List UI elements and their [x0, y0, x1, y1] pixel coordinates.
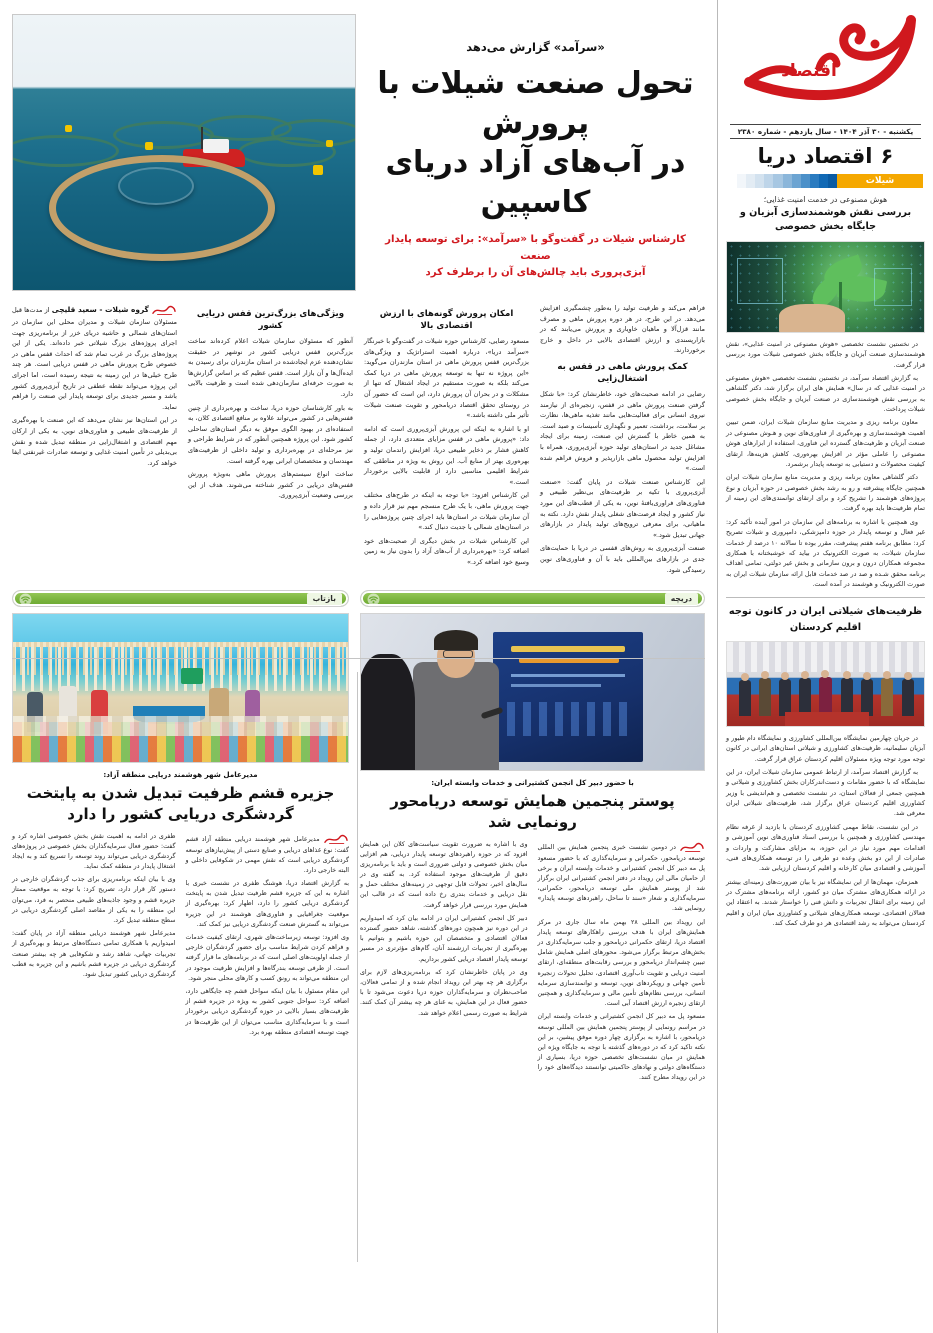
paragraph: وی با اشاره به ضرورت تقویت سیاست‌های کلان این همایش افزود که در حوزه راهبردهای توسعه پایدار دریایی، هم افزایی میان بخش خصوصی و دولتی ضروری است و باید با برنامه‌ریزی دقیق از ظرفیت‌های موجود استفاده کرد. به گفته وی در سال‌های اخیر، تحولات قابل توجهی در زمینه‌های مختلف حمل و نقل دریایی و خدمات بندری رخ داده است که در قالب این همایش مورد بررسی قرار خواهد گرفت.	[360, 840, 528, 909]
publication-logo[interactable]	[726, 10, 925, 118]
section-bar-baztab[interactable]	[12, 590, 349, 607]
masthead	[726, 10, 925, 120]
hud-square-icon	[737, 258, 783, 304]
paragraph: در جریان چهارمین نمایشگاه بین‌المللی کشاورزی و نمایشگاه دام طیور و آبزیان سلیمانیه، ظرفیت‌های کشاورزی و شیلاتی استان‌های ایرانی در کانون توجه مورد توجه ویژه مسئولان اقلیم کردستان عراق قرار گرفت.	[726, 733, 925, 763]
section-tag-bar	[728, 174, 923, 188]
sidebar-body-ai-food	[726, 339, 925, 590]
article-column-3	[188, 303, 353, 578]
hud-square-icon	[874, 268, 912, 306]
dateline: یکشنبه - ۳۰ آذر ۱۴۰۴ - سال یازدهم - شماره ۲۳۸۰	[730, 124, 921, 139]
panel-photo-darichi	[360, 613, 705, 771]
paragraph: این کارشناس شیلات در بخش دیگری از صحبت‌های خود اضافه کرد: «بهره‌برداری از آب‌های آزاد را بدون نیاز به زمین وسیع خود اضافه کرد.»	[364, 536, 529, 566]
article-subheading: کمک پرورش ماهی در قفس به اشتغال‌زایی	[557, 361, 688, 384]
panel-headline: جزیره قشم ظرفیت تبدیل شدن به پایتخت گردشگری دریایی کشور را دارد	[26, 784, 335, 823]
paragraph: به گزارش اقتصاد سرآمد، در نخستین نشست تخصصی «هوش مصنوعی در امنیت غذایی که در سال» همایش های ایران برگزار شد، دکتر گلشاهی به بررسی نقش هوشمندسازی در صنعت آبزیان و جایگاه بخش خصوصی شیلات پرداخت.	[726, 373, 925, 414]
paragraph	[538, 840, 706, 915]
paragraph-text: در دومین نشست خبری پنجمین همایش بین المللی توسعه دریامحور، حکمرانی و سرمایه‌گذاری که با حضور مسعود پل مه دبیر کل انجمن کشتیرانی و خدمات وابسته ایران و برخی از حامیان مالی این رویداد در دفتر انجمن کشتیرانی ایران برگزار شد از پوستر همایش ملی توسعه دریامحور، حکمرانی، سرمایه‌گذاری و شعار «سند تا ساحل، راهبردهای توسعه پایدار» رونمایی شد.	[537, 843, 705, 913]
paragraph: این رویداد بین المللی ۲۸ بهمن ماه سال جاری در مرکز همایش‌های ایران با هدف بررسی راهکارهای توسعه پایدار اقتصاد دریا، ارتقای حکمرانی دریامحور و جلب سرمایه‌گذاری در بخش‌های مرتبط برگزار می‌شود. محورهای اصلی همایش شامل تبیین چشم‌انداز دریامحور و بررسی رقابت‌های منطقه‌ای، ارتقای امنیت دریایی و تقویت تاب‌آوری اقتصادی، تحلیل تحولات زنجیره تأمین جهانی و رویکردهای نوین، توسعه و توانمندسازی سرمایه انسانی، بررسی نظام‌های تأمین مالی و سرمایه‌گذاری و همچنین ارتقای زنجیره ارزش اقتصاد آبی است.	[537, 918, 705, 1008]
person-head-icon	[883, 671, 891, 679]
buoy-icon	[313, 165, 323, 175]
panel-darichi	[360, 590, 705, 1087]
person-head-icon	[801, 671, 809, 679]
panel-kicker: با حضور دبیر کل انجمن کشتیرانی و خدمات وابسته ایران:	[431, 778, 634, 788]
paragraph: مسعود پل مه دبیر کل انجمن کشتیرانی و خدمات وابسته ایران در مراسم رونمایی از پوستر پنجمین همایش بین المللی توسعه دریامحور، با اشاره به برگزاری چهار دوره موفق پیشین، بر این نکته تاکید کرد که در دوره‌های گذشته با توجه به جایگاه ویژه این همایش در میان نشست‌های تخصصی حوزه دریا، بسیاری از دستگاه‌های دولتی و نهادهای حاکمیتی توانستند دیدگاه‌های خود را در این رویداد مطرح کنند.	[537, 1013, 705, 1082]
person-head-icon	[904, 672, 912, 680]
paragraph: در این نشست، نقاط مهمی کشاورزی کردستان با بازدید از غرفه نظام مهندسی کشاورزی و همچنین با بررسی اسناد فناوری‌های نوین آموزشی و اقدامات مهم مورد نیاز در این حوزه، به مزایای مشارکت و واردات و صادرات از این دو بخش وعده دو طرفی را در توسعه همکاری‌های فنی، آموزشی و اقتصادی میان کارخانه و اقلیم کردستان ارزیابی شد.	[726, 822, 925, 873]
foreground-person-icon	[360, 654, 415, 771]
person-head-icon	[843, 671, 851, 679]
panel-column-2	[360, 840, 528, 1087]
person-icon	[799, 678, 811, 716]
gradient-bar	[728, 174, 837, 188]
paragraph: رضایی در ادامه صحبت‌های خود، خاطرنشان کرد: «با شکل گرفتن صنعت پرورش ماهی در قفس، زنجیره‌ای از نیازمند نیروی انسانی برای فعالیت‌هایی مانند تغذیه ماهی‌ها، نظارت بر سلامت، برداشت، تعمیر و نگهداری تأسیسات و صید است. به همین خاطر با گسترش این صنعت، زمینه برای ایجاد مشاغل جدید در استان‌های تولید حوزه آبزی‌پروری، همراه با افزایش تولید محصول ماهی بازارپذیر و فروش فراهم شده است.»	[540, 390, 705, 473]
paragraph: صنعت آبزی‌پروری به روش‌های قفسی در دریا با حمایت‌های جدی در بازارهای بین‌المللی باید با آن و فناوری‌های نوین رسیدگی شود.	[540, 544, 705, 574]
sidebar-headline: بررسی نقش هوشمندسازی آبزیان و جایگاه بخش خصوصی	[739, 207, 912, 233]
logo-icon	[723, 10, 921, 114]
paragraph: به گزارش اقتصاد دریا، هوشنگ ظفری در نشست خبری با اشاره به این که جزیره قشم ظرفیت تبدیل شدن به پایتخت گردشگری دریایی کشور را دارد، اظهار کرد: بهره‌گیری از موقعیت جغرافیایی و فناوری‌های هوشمند در این جزیره می‌تواند به گسترش صنعت گردشگری دریایی نیز کمک کند.	[185, 880, 349, 928]
poster-icon-row	[507, 702, 627, 736]
paragraph: آنطور که مسئولان سازمان شیلات اعلام کرده‌اند ساخت بزرگ‌ترین قفس دریایی کشور در نوشهر در حقیقت نشان‌دهنده عزم ایجادشده در استان مازندران برای رسیدن به ایده‌آل‌ها و آن بازار است. قفس عظیم که بر اساس گزارش‌ها به صورت حرفه‌ای سازمان‌دهی شده است و ظرفیت بالایی دارد.	[188, 337, 353, 399]
article-columns	[12, 303, 705, 578]
paragraph	[12, 303, 177, 412]
buoy-icon	[65, 125, 72, 132]
person-icon	[902, 679, 914, 716]
page-title	[366, 64, 705, 222]
section-tag: شیلات	[837, 174, 923, 188]
person-icon	[881, 678, 893, 716]
paragraph: وی همچنین با اشاره به برنامه‌های این سازمان در امور آینده تأکید کرد: غیر فعال و توسعه پایدار در حوزه دامپزشکی، دامپروری و شیلات تصریح کرد: مطابق برنامه هفتم پیشرفت، مقرر بوده تا سالانه ۱۰ درصد از خدمات سازمان شیلات، به صورت الکترونیک در بیاید که خوشبختانه با همکاری مجموعه همکاران درون و برون سازمانی و بخش غیر دولتی، تمامی اهداف برنامه محقق شـده و صد در صد خدمات قابل ارائه سازمان شیلات ایران به صورت الکترونیک و هوشمند در آمده است.	[726, 517, 925, 589]
paragraph: وی با بیان اینکه برنامه‌ریزی برای جذب گردشگران خارجی در دستور کار قرار دارد، تصریح کرد: با توجه به موقعیت ممتاز جزیره قشم و وجود جاذبه‌های طبیعی منحصر به فرد، می‌توان این منطقه را به یکی از مقاصد اصلی گردشگری دریایی در سطح منطقه تبدیل کرد.	[12, 876, 176, 924]
market-boxes-row	[13, 716, 348, 736]
wifi-icon	[367, 593, 380, 606]
paragraph: معاون برنامه ریزی و مدیریت منابع سازمان شیلات ایران، ضمن تبیین اهمیت هوشمندسازی و بهره‌گیری از فناوری‌های نوین و هـوش مصنوعی در صنعت آبزیان و ظرفیت‌های گسترده این فناوری، استفاده از ابزارهای هوش مصنوعی را عاملی مؤثر در افزایش بهره‌وری، کاهش هزینه‌ها، ارتقای کیفیت محصولات و دستیابی به توسعه پایدار برشمرد.	[726, 418, 925, 468]
sidebar-divider	[726, 597, 925, 598]
sidebar-item-kurdistan[interactable]	[726, 604, 925, 928]
person-head-icon	[741, 673, 749, 681]
paragraph: در این استان‌ها نیز نشان می‌دهد که این صنعت با بهره‌گیری از ظرفیت‌های طبیعی و فناوری‌های نوین، به یکی از ارکان مهم اقتصادی و اشتغال‌زایی در منطقه تبدیل شده و نقش بی‌بدیلی در تأمین امنیت غذایی و توسعه صادرات غیرنفتی ایفا خواهد کرد.	[12, 416, 177, 467]
sidebar	[717, 0, 933, 1333]
paragraph: مسعود رضایی، کارشناس حوزه شیلات در گفت‌وگو با خبرنگار «سرآمد دریا»، درباره اهمیت استراتژیک و ویژگی‌های بزرگ‌ترین قفس پرورش ماهی در استان مازندران می‌گوید: «این پروژه نه تنها به توسعه پرورش ماهی در دریا کمک می‌کند بلکه به صورت مستقیم در ایجاد اشتغال که تنها از مشکلات و در بحران آن پرورش دارد، این است که حضور آن در روستای تحقق اقتصاد دریامحور و تقویت صنعت شیلات تأثیر ملی داشته باشد.»	[364, 337, 529, 420]
person-icon	[779, 679, 791, 716]
paragraph: او با اشاره به اینکه این پرورش آبزی‌پروری است که ادامه داد: «پرورش ماهی در قفس مزایای متعددی دارد، از جمله کاهش فشار بر ذخایر طبیعی دریا، افزایش راندمان تولید و بهره‌وری بهتر از منابع آب. این روش به ویژه در مناطقی که شرایط اقلیمی مناسبی دارد از قابلیت بالایی برخوردار است.»	[364, 424, 529, 486]
lead-photo	[12, 14, 356, 291]
person-icon	[819, 677, 832, 716]
article-subheading: ویژگی‌های بزرگ‌ترین قفس دریایی کشور	[196, 309, 345, 332]
paragraph: وی افزود: توسعه زیرساخت‌های شهری، ارتقای کیفیت خدمات و فراهم کردن شرایط مناسب برای حضور گردشگران خارجی از جمله اولویت‌های اصلی است که در برنامه‌های ما قرار گرفته است. از طرفی توسعه بندرگاه‌ها و افزایش ظرفیت موجود در این منطقه می‌تواند به رونق کسب و کارهای محلی منجر شود.	[185, 934, 349, 982]
subhead-line-2: آبزی‌پروری باید چالش‌های آن را برطرف کرد	[425, 267, 646, 278]
paragraph: دبیر کل انجمن کشتیرانی ایران در ادامه بیان کرد که امیدواریم در این دوره نیز همچون دوره‌های گذشته، شاهد حضور گسترده فعالان اقتصادی و متخصصان این حوزه باشیم و بتوانیم با بهره‌گیری از تجربیات ارزشمند آنان، گام‌های مؤثرتری در مسیر توسعه پایدار اقتصاد دریایی کشور برداریم.	[360, 914, 528, 963]
distant-boat-icon	[181, 668, 203, 684]
panel-body-columns	[360, 840, 705, 1087]
person-head-icon	[761, 671, 769, 679]
lead-photo-column	[12, 14, 356, 291]
panel-body-columns	[12, 832, 349, 1041]
vertical-divider	[357, 672, 358, 1262]
panel-column-1	[538, 840, 706, 1087]
sidebar-photo-kurdistan	[726, 641, 925, 727]
panel-baztab	[12, 590, 349, 1087]
sidebar-photo-ai-food	[726, 241, 925, 333]
paragraph: در نخستین نشست تخصصی «هوش مصنوعی در امنیت غذایی»، نقش هوشمندسازی صنعت آبزیان و جایگاه بخش خصوصی شیلات مورد بررسی قرار گرفت.	[726, 339, 925, 369]
paragraph: ساخت انواع سیستم‌های پرورش ماهی به‌ویژه پرورش‌ قفس‌های دریایی در کشور شناخته می‌شوند. هدف از این بررسی وضعیت آبزی‌پروری.	[188, 470, 353, 500]
article-column-2	[364, 303, 529, 578]
subhead-line-1: کارشناس شیلات در گفت‌وگو با «سرآمد»: برای توسعه پایدار صنعت	[385, 234, 686, 262]
svg-text:اقتصاد: اقتصاد	[781, 61, 837, 81]
signature-icon	[679, 840, 705, 854]
person-head-icon	[863, 672, 871, 680]
horizontal-divider	[12, 658, 705, 659]
red-carpet-icon	[785, 712, 869, 726]
headline-line-2: در آب‌های آزاد دریای کاسپین	[385, 145, 686, 220]
paragraph-text: مدیرعامل شهر هوشمند دریایی منطقه آزاد قشم گفت: نوع غذاهای دریایی و صنایع دستی از پیش‌نیازهای توسعه گردشگری دریایی است که نقش مهمی در شکوفایی داخلی و البته خارجی دارد.	[185, 835, 349, 874]
paragraph: فراهم می‌کند و ظرفیت تولید را به‌طور چشمگیری افزایش می‌دهد. در این طرح، در هر دوره پرورش ماهی و مصرف مانند قزل‌آلا و ماهیان خاویاری و پرورش می‌یابند که در بازارپسندی و ارزش اقتصادی بالایی در داخل و خارج برخوردارند.	[540, 304, 705, 355]
boat-cabin-icon	[203, 139, 229, 153]
lead-title-column	[366, 14, 705, 281]
person-head-icon	[781, 672, 789, 680]
paragraph: ظفری در ادامه به اهمیت نقش بخش خصوصی اشاره کرد و گفت: حضور فعال سرمایه‌گذاران بخش خصوصی در پروژه‌های گردشگری دریایی می‌تواند روند توسعه را تسریع کند و به ایجاد اشتغال پایدار در منطقه کمک نماید.	[12, 832, 176, 871]
glasses-icon	[443, 650, 473, 658]
sidebar-body-kurdistan	[726, 733, 925, 929]
paragraph: این مقام مسئول با بیان اینکه سواحل قشم چه جایگاهی دارد، اضافه کرد: سواحل جنوبی کشور به ویژه در جزیره قشم از ظرفیت‌های بسیار بالایی در حوزه گردشگری دریایی برخوردار است و با سرمایه‌گذاری مناسب می‌توان از این ظرفیت‌ها در جهت توسعه اقتصادی منطقه بهره برد.	[185, 987, 349, 1036]
hand-icon	[779, 304, 845, 333]
paragraph-text: از مدت‌ها قبل مسئولان سازمان شیلات و مدیران محلی این سازمان در استان‌های شمالی و حاشیه دریای خزر از برنامه‌ریزی جهت اجرای پروژه‌های بزرگ شیلاتی خبر داده‌اند. یکی از این پروژه‌های بزرگ در غرب تمام شد که احداث قفس ماهی در خصوص طرح پرورش ماهی در قفس دریایی است. هر چند طرح خیلی‌ها در این زمینه به نتیجه رسیده است، اما اجرای این پروژه می‌تواند نقطه عطفی در تاریخ آبزی‌پروری کشور باشد و مسیر جدیدی برای توسعه پایدار این صنعت را فراهم نماید.	[12, 306, 177, 411]
article-byline: گروه شیلات - سعید قلیچی	[51, 305, 149, 314]
cage-net-icon	[118, 167, 194, 205]
panel-kicker: مدیرعامل شهر هوشمند دریایی منطقه آزاد:	[103, 770, 258, 780]
signature-icon	[323, 832, 349, 846]
panel-column-2	[12, 832, 176, 1041]
article-subheading: امکان پرورش گونه‌های با ارزش اقتصادی بالا	[379, 309, 514, 332]
far-cage-icon	[238, 137, 336, 167]
paragraph: به باور کارشناسان حوزه دریا، ساخت و بهره‌برداری از چنین قفس‌هایی در کشور می‌تواند علاوه بر منافع اقتصادی کلان، به استفاده‌ای در بهبود الگوی موفق به دیگر استان‌های ساحلی کشور شود. این پروژه همچنین آنطور که در شرایط طراحی و نیز مرحله‌ای در بهره‌برداری و تولید داخلی از ظرفیت‌های مهندسان و متخصصان ایرانی بهره گرفته است.	[188, 403, 353, 465]
wifi-icon	[19, 593, 32, 606]
buoy-icon	[145, 142, 153, 150]
section-bar-label: بازتاب	[307, 593, 342, 605]
sidebar-item-ai-food[interactable]	[726, 194, 925, 589]
section-name: اقتصاد دریا	[757, 144, 873, 168]
panel-photo-baztab	[12, 613, 349, 763]
sidebar-kicker: هوش مصنوعی در خدمت امنیت غذایی؛	[763, 195, 888, 204]
poster-title-bar	[511, 646, 625, 652]
paragraph: به گزارش اقتصاد سرآمد، از ارتباط عمومی سازمان شیلات ایران، در این نمایشگاه که با حضور مقامات و دست‌اندرکاران بخش کشاورزی و شیلاتی و همچنین جمعی از فعالان استان، در نشست تخصصی و هم‌اندیشی با وزیر کشاورزی اقلیم کردستان عراق برگزار شد، ظرفیت‌های شیلاتی ایران معرفی شد.	[726, 767, 925, 818]
ceiling-icon	[727, 642, 924, 672]
panel-column-1	[186, 832, 350, 1041]
article-column-4	[12, 303, 177, 578]
section-bar-label: دریچه	[665, 593, 698, 605]
lead-block	[12, 14, 705, 291]
paragraph	[186, 832, 350, 877]
person-icon	[759, 678, 771, 716]
paragraph: دکتر گلشاهی معاون برنامه ریزی و مدیریت منابع سازمان شیلات ایران همچنین جایگاه پیشرفته و رو به رشد بخش خصوصی در حوزه آبزیان و نوع پروژه‌های هوشمند را تشریح کرد و برای ارتقای توانمندی‌های این زمینه از تمام ظرفیت‌ها باید بهره گرفت.	[726, 473, 925, 513]
sidebar-headline: ظرفیت‌های شیلاتی ایران در کانون توجه اقلیم کردستان	[728, 606, 923, 633]
person-hair-icon	[434, 630, 478, 650]
paragraph: مدیرعامل شهر هوشمند دریایی منطقه آزاد در پایان گفت: امیدواریم با همکاری تمامی دستگاه‌های مرتبط و بهره‌گیری از تجربیات جهانی، شاهد رشد و شکوفایی هر چه بیشتر صنعت گردشگری دریایی در جزیره قشم باشیم و این جزیره به قطب گردشگری دریایی کشور تبدیل شود.	[12, 930, 176, 978]
lead-kicker: «سرآمد» گزارش می‌دهد	[466, 40, 605, 54]
bottom-panels	[12, 590, 705, 1087]
person-head-icon	[821, 670, 829, 678]
paragraph: این کارشناس افزود: «با توجه به اینکه در طرح‌های مختلف جهت پرورش ماهی، با یک طرح منسجم مهم نیز قرار داده و آن سازمان شیلات در استان‌ها باید اجرای چنین پروژه‌هایی را در استان‌های شمالی با جدیت دنبال کند.»	[364, 491, 529, 532]
person-icon	[861, 679, 873, 716]
headline-line-1: تحول صنعت شیلات با پرورش	[377, 66, 694, 141]
paragraph: این کارشناس صنعت شیلات در پایان گفت: «صنعت آبزی‌پروری با تکیه بر ظرفیت‌های بی‌نظیر طبیعی و فناوری‌های فراوری‌یافتهٔ نوین، به یکی از قطب‌های این مورد نیاز کشور و ایجاد فرصت‌های شغلی پایدار نقش دارد. نکته به ماهیانی، برای معرفی ترویج‌های تولید پایدار در بازارهای جهانی تبدیل شود.»	[540, 477, 705, 539]
paragraph: وی در پایان خاطرنشان کرد که برنامه‌ریزی‌های لازم برای برگزاری هر چه بهتر این رویداد انجام شده و از تمامی فعالان، صاحب‌نظران و سرمایه‌گذاران حوزه دریا دعوت می‌شود تا با حضور فعال در این همایش، به غنای هر چه بیشتر آن کمک کنند. شرایط به صورت رسمی اعلام خواهد شد.	[360, 968, 528, 1017]
signature-icon	[151, 303, 177, 317]
lead-subhead	[370, 232, 701, 281]
poster-line	[511, 674, 625, 677]
person-icon	[841, 678, 853, 716]
panel-headline: پوستر پنجمین همایش توسعه دریامحور رونمایی شد	[390, 792, 675, 831]
section-bar-darichi[interactable]	[360, 590, 705, 607]
section-header	[726, 144, 925, 168]
poster-line	[511, 684, 601, 687]
paragraph: همزمان، مهمان‌ها از این نمایشگاه نیز با بیان ضرورت‌های زمینه‌ای بیشتر در ارائه همکاری‌های مشترک میان دو کشور، ارائه برنامه‌های مشترک در این زمینه برای انتقال تجربیات و دانش فنی را خواستار شدند. به اعتقاد این فعالان اقتصادی، توسعه همکاری‌های شیلاتی و کشاورزی میان ایران و اقلیم کردستان می‌تواند به رشد اقتصادی هر دو طرف کمک کند.	[726, 877, 925, 928]
person-icon	[739, 680, 751, 716]
page-number: ۶	[880, 144, 894, 168]
buoy-icon	[326, 140, 333, 147]
article-column-1	[540, 303, 705, 578]
